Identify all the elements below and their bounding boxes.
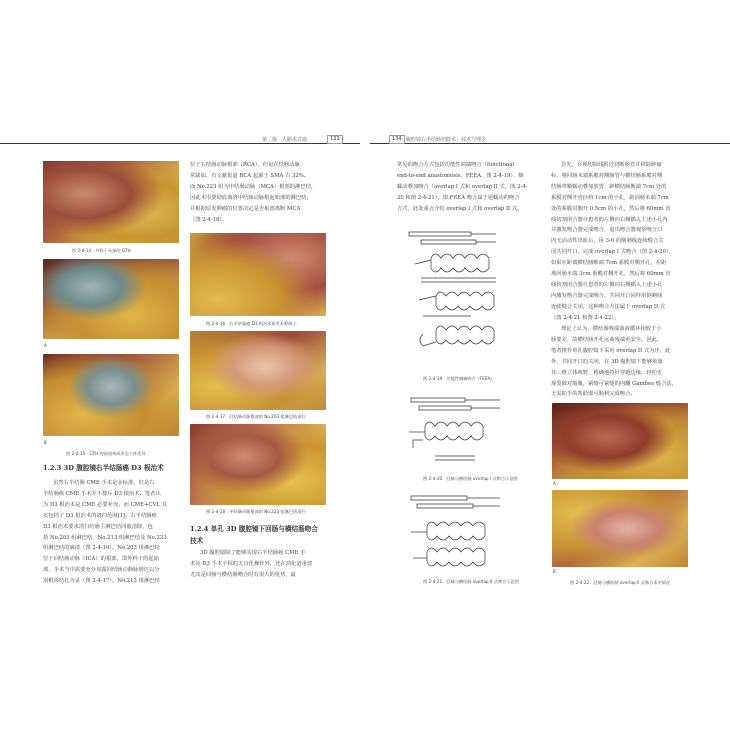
- text-line: 20 和图 2-4-21）。即 FEEA 吻合属于逆蠕动的吻合: [397, 194, 520, 201]
- figure-2-4-22b-photo: [552, 490, 688, 567]
- figure-2-4-19-diagram: [401, 220, 541, 375]
- figure-2-4-16-caption: 图 2-4-16 右半结肠癌 D3 根治术血管术野展示: [206, 321, 297, 326]
- right-page-number: 134: [389, 135, 405, 144]
- figure-2-4-14-photo: [43, 161, 179, 243]
- section-heading-1-2-4-line2: 技术: [190, 537, 204, 545]
- text-line: 肠要差，故横结肠开孔远离残端更安全。因此，: [551, 336, 663, 343]
- figure-2-4-15a-photo: [43, 259, 179, 339]
- figure-2-4-15-panel-a: A: [44, 343, 47, 348]
- figure-2-4-18-caption: 图 2-4-18 中结肠动脉根部的 No.223 组淋巴结清扫: [206, 509, 306, 514]
- text-line: 如果在距离横结肠断端 7cm 系膜对侧开孔，在距: [551, 260, 667, 267]
- figure-2-4-22-panel-a: A: [553, 481, 556, 486]
- text-line: 实包括了 D3 根治术的清扫范围[1]。右半结肠癌: [43, 512, 157, 519]
- right-column-body-top: [190, 160, 330, 225]
- text-line: 常缺如，有文献报道 RCA 起源于 SMA 占 32%。: [190, 172, 310, 179]
- text-line: 闭共同开口，完成 overlap I 式吻合（图 2-4-20）。: [551, 249, 674, 256]
- figure-2-4-16-photo: [190, 233, 326, 316]
- text-line: 无需助手的帮助即可顺利完成吻合。: [551, 391, 636, 398]
- text-line: 处的系膜对侧开 0.5cm 的小孔，然后将 60mm 直: [551, 205, 671, 212]
- left-header-rule: [0, 143, 360, 144]
- text-line: 其三维立体视野，精确地持针穿越边缘，轻松实: [551, 369, 663, 376]
- section-heading-1-2-4-line1: 1.2.4 单孔 3D 腹腔镜下回肠与横结肠吻合: [190, 525, 318, 533]
- figure-2-4-15b-photo: [43, 354, 179, 436]
- text-line: 内激发吻合器完成吻合，共同开口同样用倒刺线: [551, 292, 663, 299]
- text-line: 为 D3 根治术是 CME 必要补充，而 CME+CVL 其: [43, 501, 167, 508]
- text-line: 常见的吻合方式包括功能性端端吻合（functional: [397, 162, 515, 168]
- text-line: 系膜对侧开直径约 1cm 的小孔，距回肠末端 7cm: [551, 194, 669, 201]
- text-line: 方式，此处重点介绍 overlap I 式和 overlap II 式。: [397, 205, 523, 212]
- text-line: 结肠带顺蠕动叠加放置，距横结肠断端 7cm 处的: [551, 183, 667, 190]
- right-header-title: 腹腔镜右半结肠切除术：技术与理念: [406, 137, 487, 143]
- text-line: 3D 腹腔镜除了能够实现右半结肠癌 CME 手: [200, 550, 306, 556]
- text-line: 而 No.223 组为中结肠动脉（MCA）根部的淋巴结，: [190, 183, 317, 190]
- text-line: 位于右结肠动脉根部（RCA），但是在结肠动脉: [190, 162, 300, 168]
- figure-2-4-15-caption: 图 2-4-15 GTH 的前剖构成形态个体差异: [66, 451, 146, 456]
- text-line: 因此术中要彻底离清中结肠动脉根起始部的淋巴结，: [190, 194, 312, 201]
- text-line: （图 2-4-18）。: [190, 216, 228, 223]
- text-line: end-to-end anastomosis，FEEA，图 2-4-19），顺: [397, 172, 524, 179]
- figure-2-4-21-diagram: [405, 488, 545, 574]
- right-column-body-bottom: [190, 548, 330, 581]
- text-line: 括 No.203 组淋巴结、No.213 组淋巴结及 No.223: [43, 534, 167, 541]
- figure-2-4-17-caption: 图 2-4-17 回结肠动脉根部的 No.203 组淋巴结清扫: [206, 414, 306, 419]
- text-line: 位于回结肠动脉（ICA）的根部，即外科干的起始: [43, 556, 159, 563]
- figure-2-4-17-photo: [190, 331, 326, 410]
- figure-2-4-15-panel-b: B: [44, 440, 47, 445]
- text-line: 笔者推荐单孔腹腔镜下采用 overlap II 式为佳，此: [551, 347, 671, 354]
- figure-2-4-20-diagram: [405, 390, 545, 470]
- text-line: 现裂隙对脂腹，紧缝可紧缝的内翻 Gambee 缝合法，: [551, 380, 678, 387]
- figure-2-4-21-caption: 图 2-4-21 回肠与横结肠 overlap II 式吻合示意图: [423, 579, 519, 584]
- text-line: 并激发吻合器完成吻合，退出吻合器观察吻合口: [551, 227, 663, 234]
- text-line: 线切割闭合器自患者的左侧向右侧插入上述小孔内: [551, 216, 668, 223]
- text-line: 内无活动性出血后，用 3-0 的倒刺线连续缝合关: [551, 238, 664, 245]
- figure-2-4-19-caption: 图 2-4-19 功能性端端吻合（FEEA）: [423, 376, 495, 381]
- text-line: 连续缝合关闭，这种吻合方法属于 overlap II 式: [551, 303, 666, 310]
- figure-2-4-22-caption: 图 2-4-22 回肠与横结肠 overlap II 式吻合术中情况: [570, 580, 671, 585]
- right-page: [365, 0, 730, 730]
- text-line: 术及 D3 手术全程的无盲化操作外，还在消化道重建: [190, 560, 313, 567]
- text-line: D3 根治术要求清扫结肠主淋巴结回收清除，包: [43, 523, 153, 530]
- figure-2-4-22a-photo: [552, 403, 688, 479]
- text-line: 标，将回肠末端系膜对侧肠管与横结肠系膜对侧: [551, 172, 663, 179]
- figure-2-4-14-caption: 图 2-4-14 外科干头部的 GTH: [72, 248, 131, 253]
- figure-2-4-18-photo: [190, 424, 326, 505]
- right-page-col-b-body-2: [551, 324, 694, 400]
- text-line: 组淋巴结的廓清（图 2-4-16）。No.203 组淋巴结: [43, 545, 160, 552]
- left-column-body: [43, 478, 180, 587]
- text-line: 别根部结扎为妥（图 2-4-17）。No.213 组淋巴结: [43, 578, 160, 585]
- text-line: 部，手术当中需要充分显露回结肠动静脉到达以分: [43, 567, 160, 574]
- text-line: 虽然右半结肠 CME 手术是金标准，但是右: [53, 480, 155, 486]
- text-line: 理论上认为，横结肠残端血液循环相较于小: [561, 326, 662, 332]
- text-line: 尤其是回肠与横结肠吻合时有很大的优势，最: [190, 571, 296, 578]
- left-header-chapter: 第二篇 人路术式篇: [262, 137, 308, 143]
- section-heading-1-2-3: 1.2.3 3D 腹腔镜右半结肠癌 D3 根治术: [43, 464, 164, 472]
- text-line: 首先，在预切除线附近切断肠管并移除肿瘤: [561, 162, 662, 168]
- right-page-col-b-body: [551, 160, 694, 324]
- text-line: （图 2-4-21 和图 2-4-22）。: [551, 314, 620, 321]
- figure-2-4-20-caption: 图 2-4-20 回肠与横结肠 overlap I 式吻合示意图: [423, 476, 518, 481]
- text-line: 蠕动叠加吻合（overlap I 式和 overlap II 式，图 2-4-: [397, 183, 528, 190]
- text-line: 并根据原发肿瘤的位置决定是否根部离断 MCA: [190, 205, 301, 212]
- text-line: 外，共同开口的关闭，在 3D 腹腔镜下能够依靠: [551, 358, 663, 365]
- figure-2-4-22-panel-b: B: [553, 569, 556, 574]
- text-line: 线切割闭合器自患者的左侧向右侧插入上述小孔: [551, 281, 663, 288]
- text-line: 离回肠末端 3cm 系膜对侧开孔，然后将 60mm 直: [551, 271, 671, 278]
- right-page-col-a-body: [397, 160, 542, 215]
- right-header-rule: [370, 143, 730, 144]
- text-line: 半结肠癌 CME 手术并不排斥 D3 根治术，笔者认: [43, 490, 161, 497]
- left-page-number: 133: [327, 135, 343, 144]
